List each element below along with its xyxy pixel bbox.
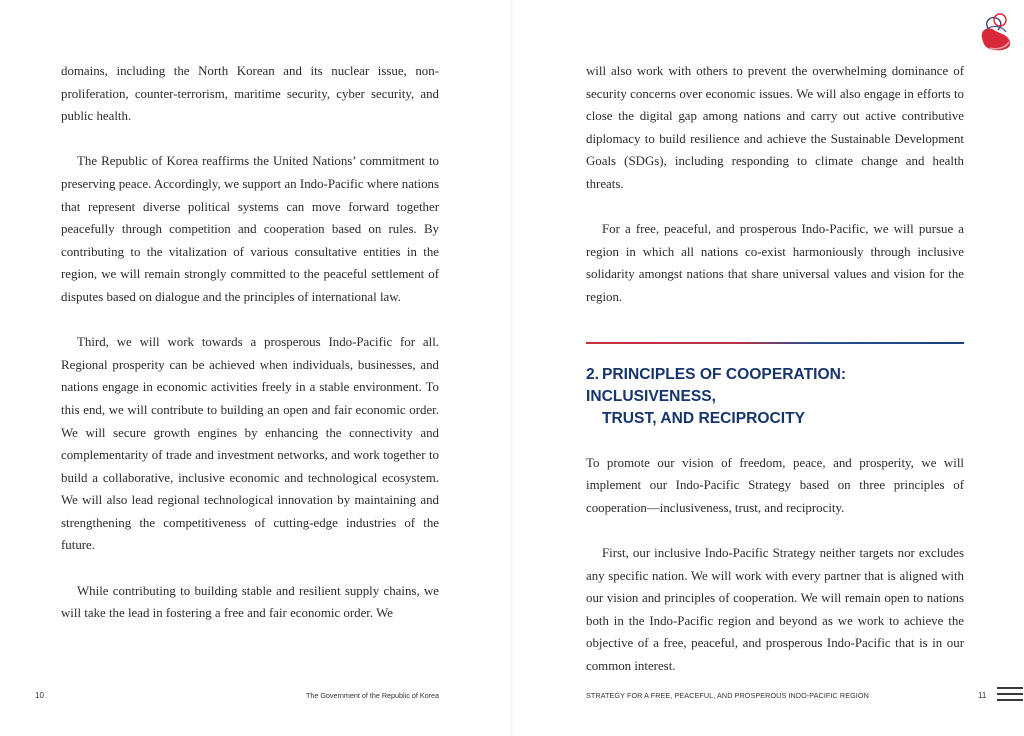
- section-heading: [586, 364, 964, 430]
- menu-icon[interactable]: [997, 687, 1023, 703]
- page-number-left: 10: [35, 691, 44, 700]
- paragraph: First, our inclusive Indo-Pacific Strategy neither targets nor excludes any specific nation. We will work with every partner that is aligned with our vision and principles of cooperation. We will remain open to nations both in the Indo-Pacific region and beyond as we work to achieve the objective of a free, peaceful, and prosperous Indo-Pacific that is in our common interest.: [586, 545, 964, 673]
- section-number: 2.: [586, 365, 600, 383]
- paragraph: will also work with others to prevent the overwhelming dominance of security concerns over economic issues. We will also engage in efforts to close the digital gap among nations and carry out active contributive diplomacy to build resilience and achieve the Sustainable Development Goals (SDGs), including responding to climate change and health threats.: [586, 64, 964, 191]
- paragraph: The Republic of Korea reaffirms the United Nations’ commitment to preserving peace. Accordingly, we support an Indo-Pacific where nations that represent diverse political systems can move forward together peacefully through competition and cooperation based on rules. By contributing to the vitalization of various consultative entities in the region, we will remain strongly committed to the peaceful settlement of disputes based on dialogue and the principles of international law.: [61, 154, 439, 304]
- right-page-body: [586, 60, 964, 677]
- paragraph: For a free, peaceful, and prosperous Indo-Pacific, we will pursue a region in which all nations co-exist harmoniously through inclusive solidarity amongst nations that share universal values and vision for the region.: [586, 222, 964, 304]
- left-page-body: [61, 60, 439, 625]
- emblem-logo-icon: [976, 12, 1018, 52]
- right-page: [512, 0, 1024, 736]
- section-heading-line2: TRUST, AND RECIPROCITY: [602, 409, 806, 427]
- footer-title-right: STRATEGY FOR A FREE, PEACEFUL, AND PROSPEROUS INDO-PACIFIC REGION: [586, 691, 869, 700]
- page-number-right: 11: [978, 691, 987, 700]
- paragraph: Third, we will work towards a prosperous Indo-Pacific for all. Regional prosperity can be achieved when individuals, businesses, and nations engage in economic activities freely in a stable environment. To this end, we will contribute to building an open and fair economic order. We will secure growth engines by enhancing the connectivity and complementarity of trade and investment networks, and work together to build a collaborative, inclusive economic and technological ecosystem. We will also lead regional technological innovation by maintaining and strengthening the competitiveness of cutting-edge industries of the future.: [61, 335, 439, 553]
- section-divider: [586, 342, 964, 344]
- footer-title-left: The Government of the Republic of Korea: [305, 691, 439, 700]
- section-heading-line1: PRINCIPLES OF COOPERATION: INCLUSIVENESS,: [586, 365, 847, 405]
- paragraph: domains, including the North Korean and its nuclear issue, non-proliferation, counter-terrorism, maritime security, cyber security, and public health.: [61, 64, 439, 124]
- paragraph: To promote our vision of freedom, peace, and prosperity, we will implement our Indo-Pacific Strategy based on three principles of cooperation—inclusiveness, trust, and reciprocity.: [586, 455, 964, 515]
- paragraph: While contributing to building stable and resilient supply chains, we will take the lead in fostering a free and fair economic order. We: [61, 583, 439, 621]
